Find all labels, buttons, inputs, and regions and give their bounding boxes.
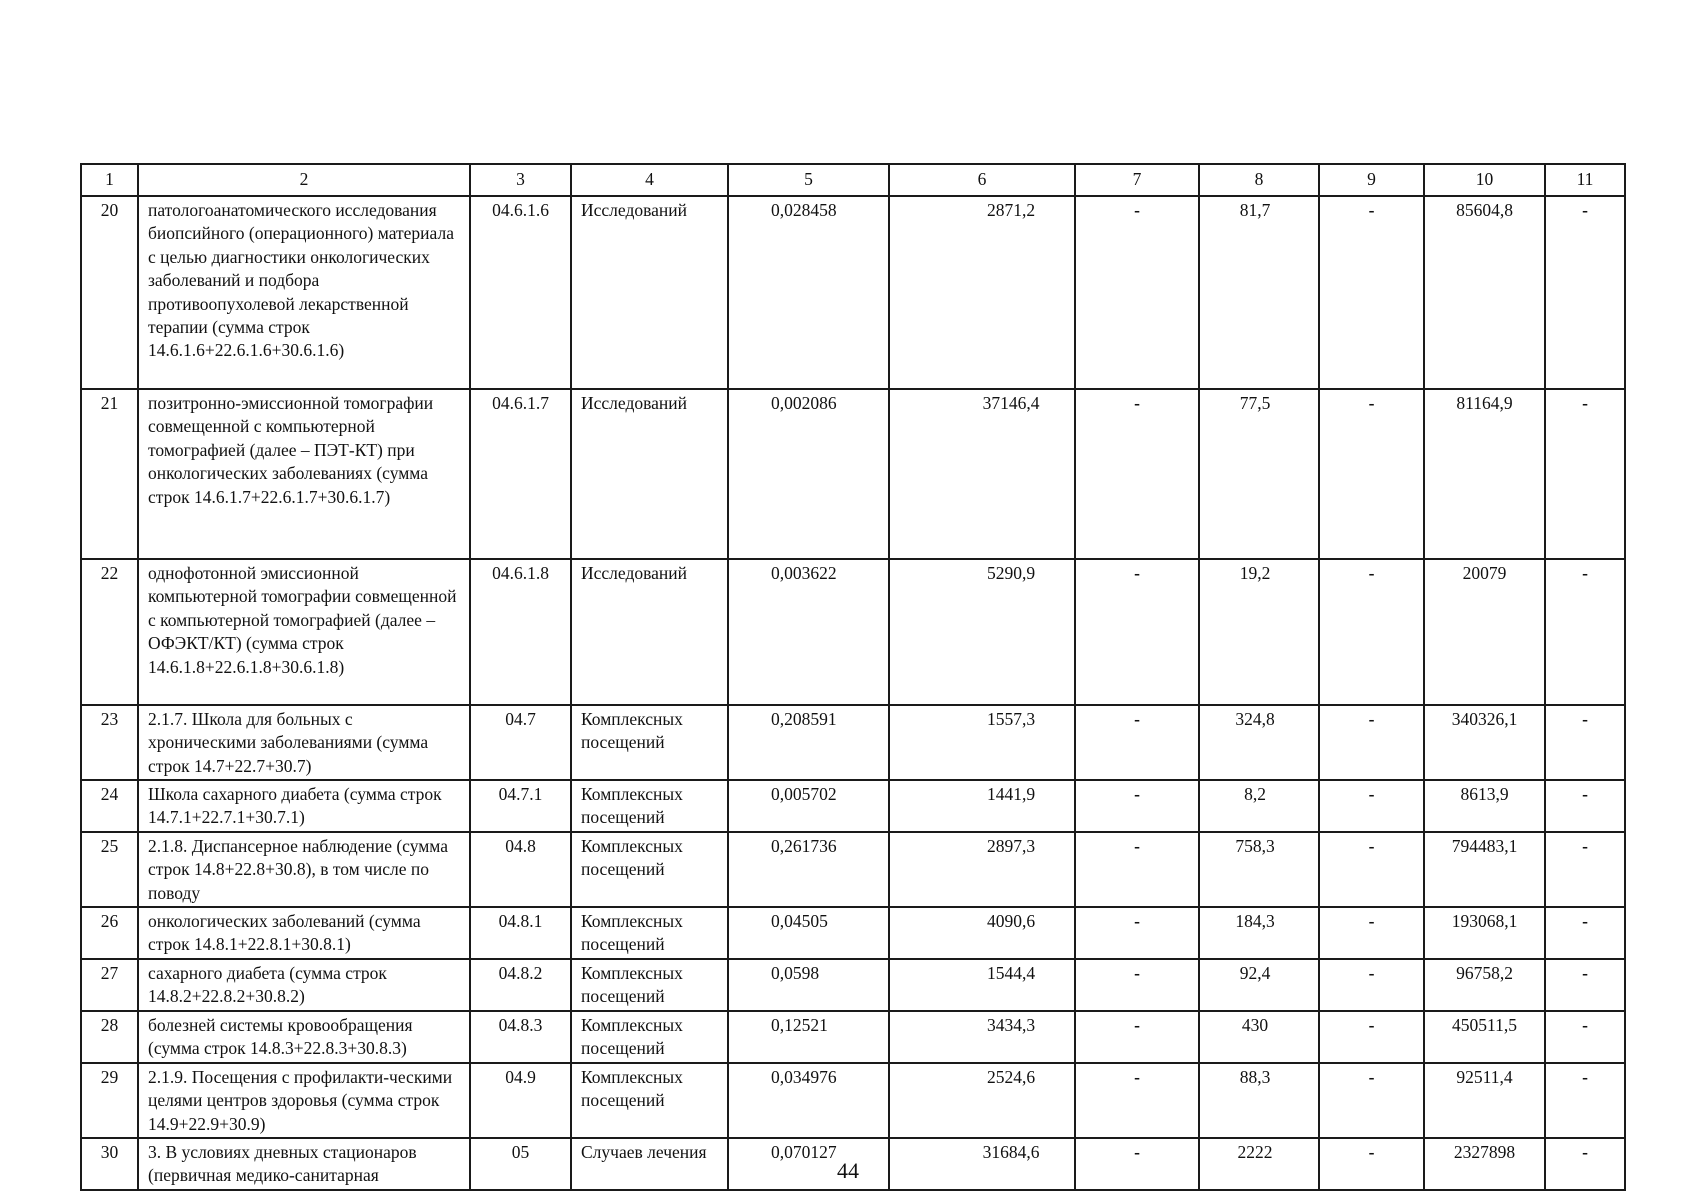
row-value-col8: 19,2 xyxy=(1199,559,1319,705)
row-description: онкологических заболеваний (сумма строк 14.8.1+22.8.1+30.8.1) xyxy=(138,907,470,959)
row-value-col9: - xyxy=(1319,907,1424,959)
row-code: 04.8 xyxy=(470,832,571,907)
row-value-col6: 31684,6 xyxy=(889,1138,1075,1190)
row-code: 04.8.2 xyxy=(470,959,571,1011)
row-unit: Комплексных посещений xyxy=(571,1063,728,1138)
row-number: 26 xyxy=(81,907,138,959)
row-value-col8: 8,2 xyxy=(1199,780,1319,832)
row-value-col10: 20079 xyxy=(1424,559,1545,705)
row-value-col11: - xyxy=(1545,959,1625,1011)
row-value-col11: - xyxy=(1545,559,1625,705)
row-unit: Исследований xyxy=(571,389,728,559)
row-number: 22 xyxy=(81,559,138,705)
row-value-col5: 0,005702 xyxy=(728,780,889,832)
row-value-col9: - xyxy=(1319,705,1424,780)
row-value-col10: 85604,8 xyxy=(1424,196,1545,389)
table-row xyxy=(81,959,1625,1011)
row-value-col10: 8613,9 xyxy=(1424,780,1545,832)
row-code: 04.6.1.8 xyxy=(470,559,571,705)
row-value-col6: 3434,3 xyxy=(889,1011,1075,1063)
row-unit: Комплексных посещений xyxy=(571,1011,728,1063)
row-code: 04.6.1.6 xyxy=(470,196,571,389)
row-number: 28 xyxy=(81,1011,138,1063)
row-description: болезней системы кровообращения (сумма строк 14.8.3+22.8.3+30.8.3) xyxy=(138,1011,470,1063)
row-value-col5: 0,261736 xyxy=(728,832,889,907)
row-description: 3. В условиях дневных стационаров (первичная медико-санитарная xyxy=(138,1138,470,1190)
row-value-col7: - xyxy=(1075,705,1199,780)
row-description: 2.1.8. Диспансерное наблюдение (сумма строк 14.8+22.8+30.8), в том числе по поводу xyxy=(138,832,470,907)
row-value-col11: - xyxy=(1545,1138,1625,1190)
row-value-col8: 758,3 xyxy=(1199,832,1319,907)
row-value-col7: - xyxy=(1075,1011,1199,1063)
column-header: 8 xyxy=(1199,164,1319,196)
row-description: сахарного диабета (сумма строк 14.8.2+22.8.2+30.8.2) xyxy=(138,959,470,1011)
column-header: 10 xyxy=(1424,164,1545,196)
row-value-col10: 193068,1 xyxy=(1424,907,1545,959)
row-description: позитронно-эмиссионной томографии совмещенной с компьютерной томографией (далее – ПЭТ-КТ) при онкологических заболеваниях (сумма строк 14.6.1.7+22.6.1.7+30.6.1.7) xyxy=(138,389,470,559)
table-body xyxy=(81,164,1625,1190)
row-description: патологоанатомического исследования биопсийного (операционного) материала с целью диагностики онкологических заболеваний и подбора противоопухолевой лекарственной терапии (сумма строк 14.6.1.6+22.6.1.6+30.6.1.6) xyxy=(138,196,470,389)
row-unit: Комплексных посещений xyxy=(571,907,728,959)
row-value-col7: - xyxy=(1075,1138,1199,1190)
row-value-col9: - xyxy=(1319,1011,1424,1063)
row-value-col5: 0,002086 xyxy=(728,389,889,559)
row-value-col7: - xyxy=(1075,196,1199,389)
row-value-col5: 0,208591 xyxy=(728,705,889,780)
row-code: 04.8.1 xyxy=(470,907,571,959)
row-value-col5: 0,04505 xyxy=(728,907,889,959)
column-header: 5 xyxy=(728,164,889,196)
table-row xyxy=(81,705,1625,780)
row-value-col10: 81164,9 xyxy=(1424,389,1545,559)
row-value-col10: 794483,1 xyxy=(1424,832,1545,907)
row-value-col7: - xyxy=(1075,389,1199,559)
row-value-col11: - xyxy=(1545,832,1625,907)
row-value-col8: 430 xyxy=(1199,1011,1319,1063)
row-value-col6: 1441,9 xyxy=(889,780,1075,832)
column-header: 6 xyxy=(889,164,1075,196)
row-value-col10: 340326,1 xyxy=(1424,705,1545,780)
column-header: 3 xyxy=(470,164,571,196)
row-value-col5: 0,003622 xyxy=(728,559,889,705)
table-row xyxy=(81,1011,1625,1063)
row-unit: Комплексных посещений xyxy=(571,705,728,780)
row-value-col9: - xyxy=(1319,559,1424,705)
row-value-col8: 92,4 xyxy=(1199,959,1319,1011)
row-description: 2.1.9. Посещения с профилакти-ческими целями центров здоровья (сумма строк 14.9+22.9+30.9) xyxy=(138,1063,470,1138)
row-value-col7: - xyxy=(1075,780,1199,832)
table-row xyxy=(81,1063,1625,1138)
row-value-col7: - xyxy=(1075,832,1199,907)
row-number: 29 xyxy=(81,1063,138,1138)
row-value-col9: - xyxy=(1319,832,1424,907)
row-description: 2.1.7. Школа для больных с хроническими заболеваниями (сумма строк 14.7+22.7+30.7) xyxy=(138,705,470,780)
row-value-col11: - xyxy=(1545,196,1625,389)
row-value-col9: - xyxy=(1319,959,1424,1011)
page-number: 44 xyxy=(837,1158,859,1183)
row-value-col6: 2897,3 xyxy=(889,832,1075,907)
row-value-col9: - xyxy=(1319,1138,1424,1190)
row-value-col5: 0,070127 xyxy=(728,1138,889,1190)
row-value-col9: - xyxy=(1319,1063,1424,1138)
row-value-col9: - xyxy=(1319,389,1424,559)
row-unit: Комплексных посещений xyxy=(571,780,728,832)
row-number: 30 xyxy=(81,1138,138,1190)
row-value-col8: 184,3 xyxy=(1199,907,1319,959)
table-header-row xyxy=(81,164,1625,196)
table-row xyxy=(81,907,1625,959)
row-value-col8: 324,8 xyxy=(1199,705,1319,780)
row-value-col8: 88,3 xyxy=(1199,1063,1319,1138)
row-value-col7: - xyxy=(1075,959,1199,1011)
row-description: Школа сахарного диабета (сумма строк 14.7.1+22.7.1+30.7.1) xyxy=(138,780,470,832)
row-value-col6: 1544,4 xyxy=(889,959,1075,1011)
row-value-col10: 96758,2 xyxy=(1424,959,1545,1011)
row-value-col9: - xyxy=(1319,780,1424,832)
row-code: 04.7.1 xyxy=(470,780,571,832)
row-number: 25 xyxy=(81,832,138,907)
row-value-col5: 0,034976 xyxy=(728,1063,889,1138)
row-code: 05 xyxy=(470,1138,571,1190)
row-description: однофотонной эмиссионной компьютерной томографии совмещенной с компьютерной томографией (далее – ОФЭКТ/КТ) (сумма строк 14.6.1.8+22.6.1.8+30.6.1.8) xyxy=(138,559,470,705)
row-value-col6: 5290,9 xyxy=(889,559,1075,705)
row-value-col11: - xyxy=(1545,389,1625,559)
row-value-col11: - xyxy=(1545,1011,1625,1063)
row-unit: Исследований xyxy=(571,559,728,705)
row-value-col8: 2222 xyxy=(1199,1138,1319,1190)
table-row xyxy=(81,780,1625,832)
row-value-col7: - xyxy=(1075,559,1199,705)
table-row xyxy=(81,196,1625,389)
row-value-col8: 81,7 xyxy=(1199,196,1319,389)
row-unit: Комплексных посещений xyxy=(571,959,728,1011)
row-value-col6: 1557,3 xyxy=(889,705,1075,780)
row-value-col10: 450511,5 xyxy=(1424,1011,1545,1063)
row-number: 20 xyxy=(81,196,138,389)
row-value-col7: - xyxy=(1075,907,1199,959)
row-unit: Случаев лечения xyxy=(571,1138,728,1190)
row-value-col6: 2871,2 xyxy=(889,196,1075,389)
row-number: 23 xyxy=(81,705,138,780)
row-value-col11: - xyxy=(1545,907,1625,959)
row-code: 04.9 xyxy=(470,1063,571,1138)
row-value-col10: 92511,4 xyxy=(1424,1063,1545,1138)
row-value-col7: - xyxy=(1075,1063,1199,1138)
row-code: 04.6.1.7 xyxy=(470,389,571,559)
data-table xyxy=(80,163,1626,1191)
row-value-col8: 77,5 xyxy=(1199,389,1319,559)
row-unit: Исследований xyxy=(571,196,728,389)
column-header: 11 xyxy=(1545,164,1625,196)
column-header: 1 xyxy=(81,164,138,196)
row-unit: Комплексных посещений xyxy=(571,832,728,907)
column-header: 4 xyxy=(571,164,728,196)
row-value-col5: 0,12521 xyxy=(728,1011,889,1063)
column-header: 2 xyxy=(138,164,470,196)
row-value-col9: - xyxy=(1319,196,1424,389)
table-row xyxy=(81,832,1625,907)
row-code: 04.7 xyxy=(470,705,571,780)
row-value-col6: 2524,6 xyxy=(889,1063,1075,1138)
row-value-col5: 0,028458 xyxy=(728,196,889,389)
row-value-col6: 4090,6 xyxy=(889,907,1075,959)
row-value-col6: 37146,4 xyxy=(889,389,1075,559)
row-number: 27 xyxy=(81,959,138,1011)
row-value-col11: - xyxy=(1545,705,1625,780)
row-value-col11: - xyxy=(1545,1063,1625,1138)
row-code: 04.8.3 xyxy=(470,1011,571,1063)
row-value-col5: 0,0598 xyxy=(728,959,889,1011)
column-header: 7 xyxy=(1075,164,1199,196)
row-number: 24 xyxy=(81,780,138,832)
table-row xyxy=(81,389,1625,559)
row-number: 21 xyxy=(81,389,138,559)
table-row xyxy=(81,559,1625,705)
column-header: 9 xyxy=(1319,164,1424,196)
row-value-col10: 2327898 xyxy=(1424,1138,1545,1190)
row-value-col11: - xyxy=(1545,780,1625,832)
